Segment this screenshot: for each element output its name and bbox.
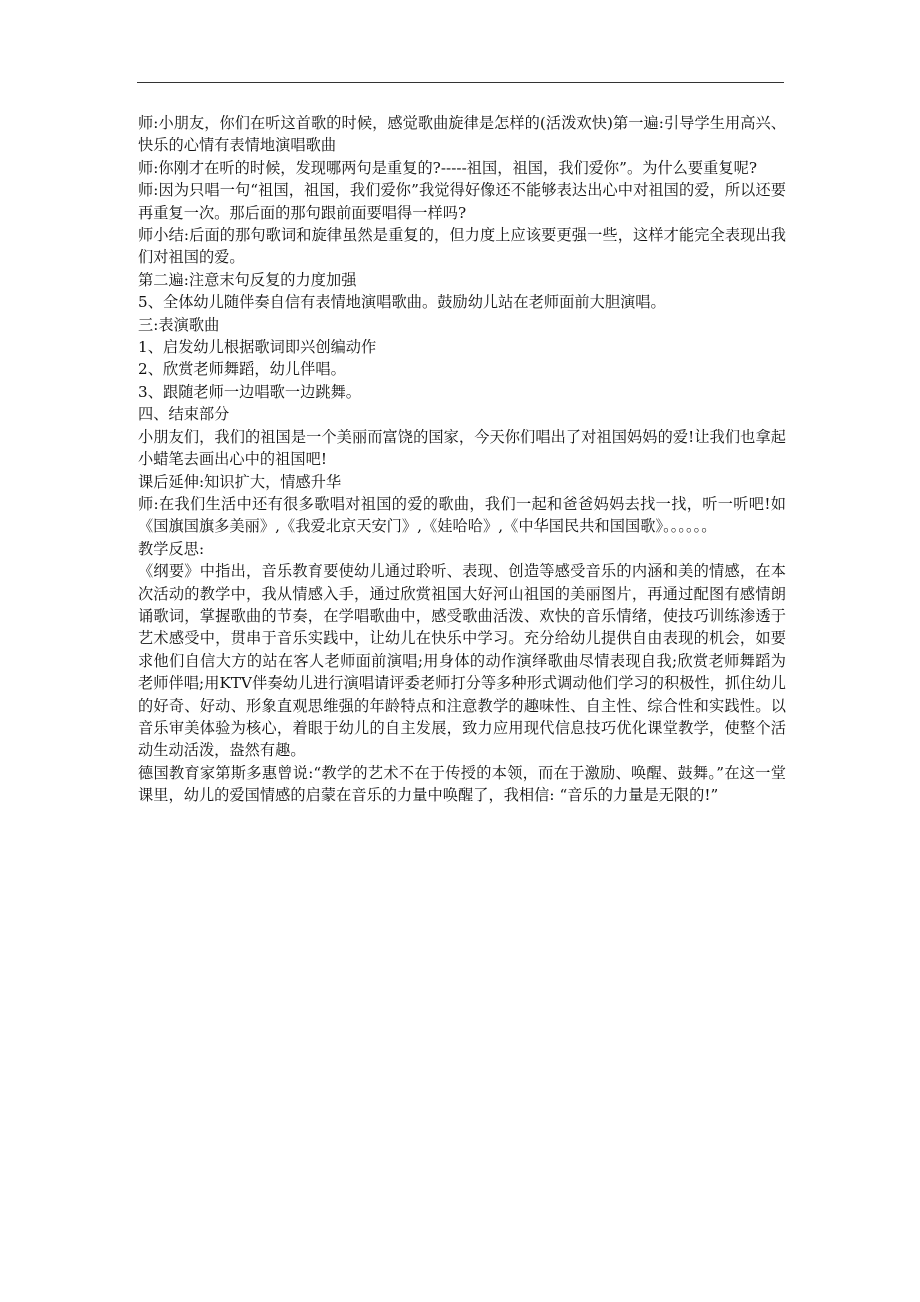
paragraph-quote: 德国教育家第斯多惠曾说:“教学的艺术不在于传授的本领，而在于激励、唤醒、鼓舞。”在这一堂课里，幼儿的爱国情感的启蒙在音乐的力量中唤醒了，我相信: “音乐的力量是无限的!”: [138, 763, 786, 805]
paragraph-teacher-summary: 师小结:后面的那句歌词和旋律虽然是重复的，但力度上应该要更强一些，这样才能完全表现出我们对祖国的爱。: [138, 226, 786, 267]
paragraph-question-melody: 师:小朋友，你们在听这首歌的时候，感觉歌曲旋律是怎样的(活泼欢快)第一遍:引导学生用高兴、快乐的心情有表情地演唱歌曲: [138, 114, 786, 155]
section-heading-reflection: 教学反思:: [138, 539, 205, 558]
list-item-2: 2、欣赏老师舞蹈，幼儿伴唱。: [138, 360, 346, 379]
section-heading-performance: 三:表演歌曲: [138, 315, 220, 334]
paragraph-second-pass: 第二遍:注意末句反复的力度加强: [138, 270, 357, 289]
section-heading-ending: 四、结束部分: [138, 405, 230, 424]
paragraph-step-5: 5、全体幼儿随伴奏自信有表情地演唱歌曲。鼓励幼儿站在老师面前大胆演唱。: [138, 293, 666, 312]
header-rule: [137, 82, 784, 83]
paragraph-reflection: 《纲要》中指出，音乐教育要使幼儿通过聆听、表现、创造等感受音乐的内涵和美的情感，在本次活动的教学中，我从情感入手，通过欣赏祖国大好河山祖国的美丽图片，再通过配图有感情朗诵歌词，掌握歌曲的节奏，在学唱歌曲中，感受歌曲活泼、欢快的音乐情绪，使技巧训练渗透于艺术感受中，贯串于音乐实践中，让幼儿在快乐中学习。充分给幼儿提供自由表现的机会，如要求他们自信大方的站在客人老师面前演唱;用身体的动作演绎歌曲尽情表现自我;欣赏老师舞蹈为老师伴唱;用KTV伴奏幼儿进行演唱请评委老师打分等多种形式调动他们学习的积极性，抓住幼儿的好奇、好动、形象直观思维强的年龄特点和注意教学的趣味性、自主性、综合性和实践性。以音乐审美体验为核心，着眼于幼儿的自主发展，致力应用现代信息技巧优化课堂教学，使整个活动生动活泼，盎然有趣。: [138, 562, 786, 760]
document-body: [138, 112, 786, 807]
list-item-3: 3、跟随老师一边唱歌一边跳舞。: [138, 382, 362, 401]
paragraph-repeated-lines: 师:你刚才在听的时候，发现哪两句是重复的?-----祖国，祖国，我们爱你”。为什么要重复呢?: [138, 158, 758, 177]
paragraph-repeat-reason: 师:因为只唱一句“祖国，祖国，我们爱你”我觉得好像还不能够表达出心中对祖国的爱，所以还要再重复一次。那后面的那句跟前面要唱得一样吗?: [138, 181, 786, 222]
paragraph-ending: 小朋友们，我们的祖国是一个美丽而富饶的国家，今天你们唱出了对祖国妈妈的爱!让我们也拿起小蜡笔去画出心中的祖国吧!: [138, 427, 786, 469]
list-item-1: 1、启发幼儿根据歌词即兴创编动作: [138, 338, 377, 357]
paragraph-extension: 师:在我们生活中还有很多歌唱对祖国的爱的歌曲，我们一起和爸爸妈妈去找一找，听一听吧!如《国旗国旗多美丽》,《我爱北京天安门》,《娃哈哈》,《中华国民共和国国歌》。。。。。。: [138, 494, 786, 536]
section-heading-extension: 课后延伸:知识扩大，情感升华: [138, 472, 342, 491]
